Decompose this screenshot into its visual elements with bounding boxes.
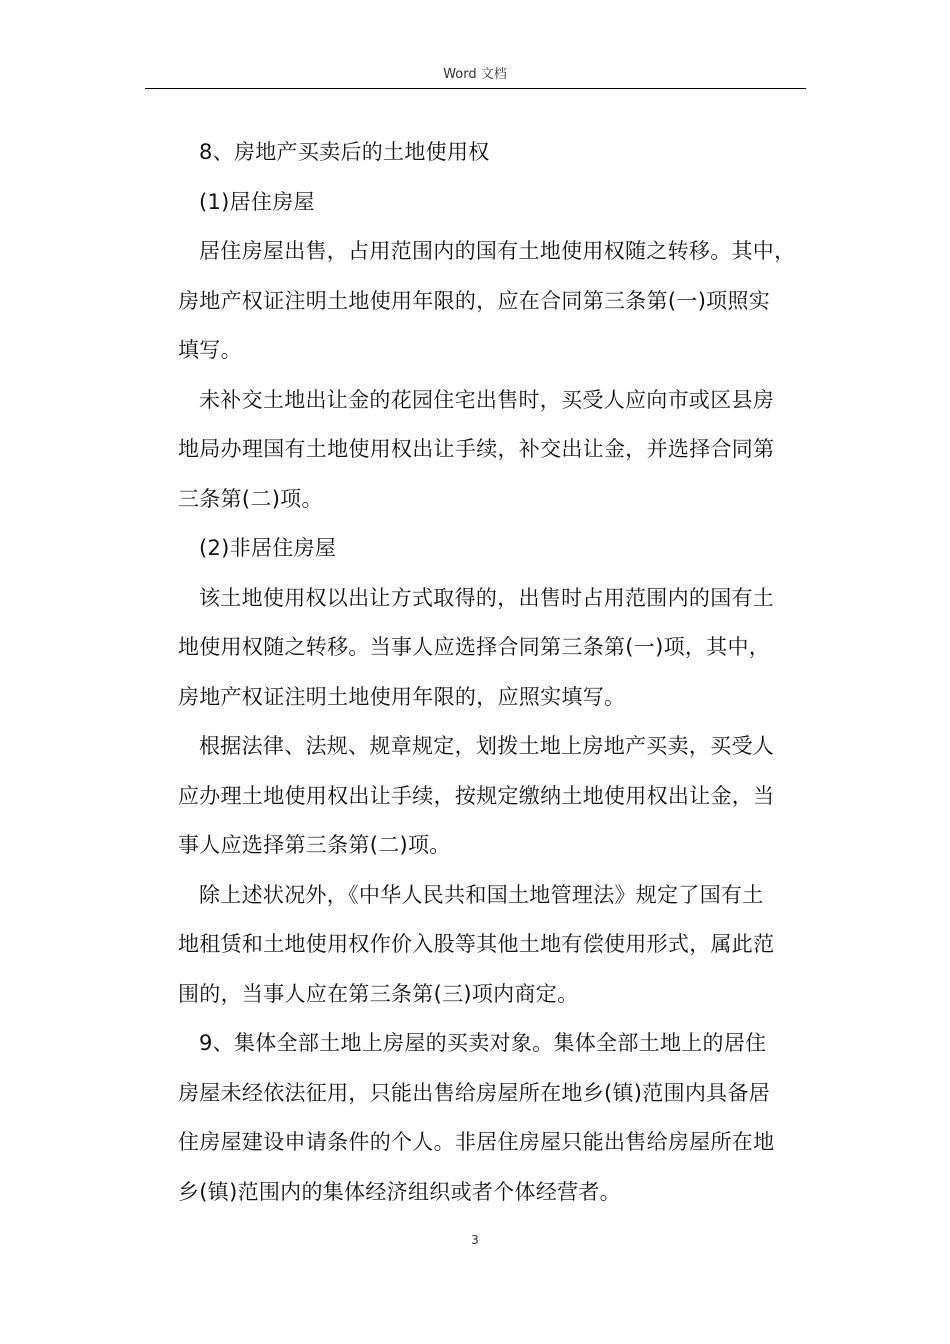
paragraph-line: 地租赁和土地使用权作价入股等其他土地有偿使用形式，属此范 <box>178 932 775 956</box>
paragraph <box>178 524 828 574</box>
paragraph-line: 根据法律、法规、规章规定，划拨土地上房地产买卖，买受人 <box>199 734 775 758</box>
paragraph-line: (1)居住房屋 <box>199 189 315 214</box>
paragraph-line: 地局办理国有土地使用权出让手续，补交出让金，并选择合同第 <box>178 437 775 461</box>
page-header <box>145 66 805 84</box>
paragraph-line: 9、集体全部土地上房屋的买卖对象。集体全部土地上的居住 <box>199 1031 767 1055</box>
paragraph-line: 围的，当事人应在第三条第(三)项内商定。 <box>178 981 579 1006</box>
page-number: 3 <box>471 1233 479 1247</box>
paragraph-line: 房屋未经依法征用，只能出售给房屋所在地乡(镇)范围内具备居 <box>178 1080 771 1105</box>
paragraph-line: 填写。 <box>178 338 242 362</box>
paragraph-line: 房地产权证注明土地使用年限的，应在合同第三条第(一)项照实 <box>178 288 771 313</box>
paragraph <box>178 128 828 178</box>
paragraph-line: 乡(镇)范围内的集体经济组织或者个体经营者。 <box>178 1179 621 1204</box>
paragraph-line: 地使用权随之转移。当事人应选择合同第三条第(一)项，其中， <box>178 635 771 659</box>
paragraph <box>178 574 828 723</box>
paragraph-line: 应办理土地使用权出让手续，按规定缴纳土地使用权出让金，当 <box>178 783 775 808</box>
paragraph-line: 未补交土地出让金的花园住宅出售时，买受人应向市或区县房 <box>199 387 775 412</box>
paragraph-line: 房地产权证注明土地使用年限的，应照实填写。 <box>178 684 626 709</box>
paragraph <box>178 227 828 376</box>
paragraph-line: 该土地使用权以出让方式取得的，出售时占用范围内的国有土 <box>199 585 775 610</box>
paragraph <box>178 1019 828 1217</box>
paragraph-line: 住房屋建设申请条件的个人。非居住房屋只能出售给房屋所在地 <box>178 1130 775 1154</box>
header-title: Word 文档 <box>443 67 507 82</box>
paragraph <box>178 871 828 1020</box>
paragraph <box>178 178 828 228</box>
paragraph <box>178 722 828 871</box>
paragraph-line: 除上述状况外，《中华人民共和国土地管理法》规定了国有土 <box>199 882 764 907</box>
document-body <box>178 128 828 1217</box>
page-footer <box>0 1233 950 1247</box>
paragraph-line: 8、房地产买卖后的土地使用权 <box>199 140 490 164</box>
header-divider <box>145 88 806 89</box>
paragraph <box>178 376 828 525</box>
paragraph-line: 三条第(二)项。 <box>178 486 323 511</box>
paragraph-line: (2)非居住房屋 <box>199 536 337 560</box>
paragraph-line: 事人应选择第三条第(二)项。 <box>178 833 451 857</box>
paragraph-line: 居住房屋出售，占用范围内的国有土地使用权随之转移。其中， <box>199 239 796 263</box>
